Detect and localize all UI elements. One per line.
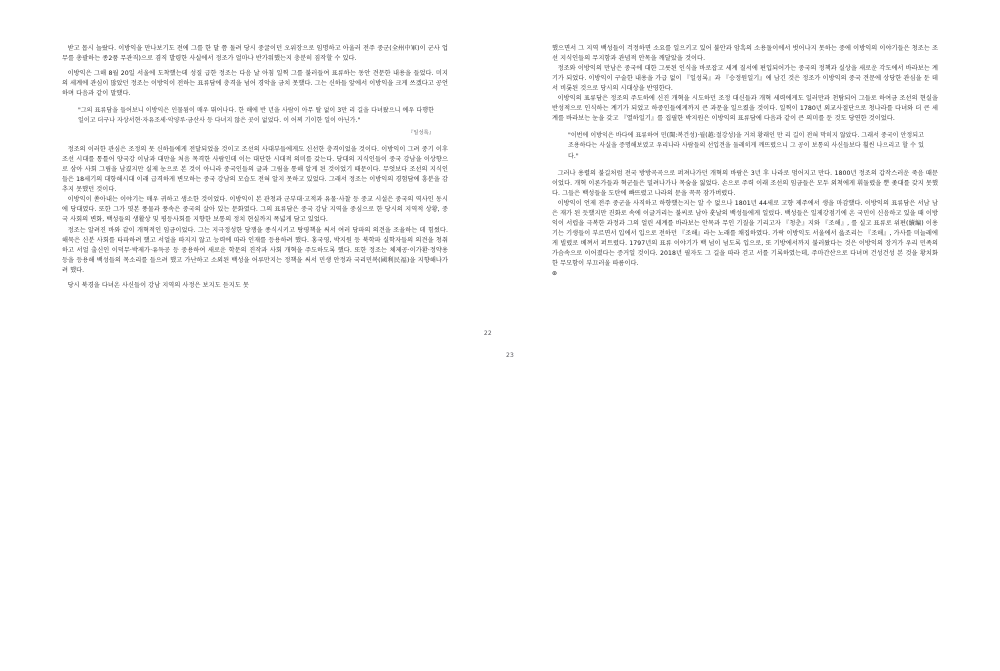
paragraph: 정조와 이방익의 만남은 중국에 대한 그릇된 인식을 바로잡고 세계 질서에 편입되어가는 중국의 정책과 실상을 새로운 각도에서 바라보는 계기가 되었다. 이방익이 구술한 내용을 가급 없이 『일성록』과 『승정원일기』에 남긴 것은 정조가 이방익의 중국 견문에 상당한 관심을 둔 데서 비롯된 것으로 당시의 시대상을 반영한다. <box>552 65 938 93</box>
block-quote-text: "그의 표류담을 들어보니 이방익은 인물됨이 매우 뛰어나다. 한 해에 반 년을 사람이 아무 탈 없이 3만 리 길을 다녀왔으니 예우 다행한 일이고 더구나 자상서현·자유조세·악양루·금산사 등 다녀지 않은 곳이 없었다. 이 어찌 기이한 일이 아닌가." <box>78 107 434 125</box>
paragraph: 이방익은 그해 8월 20일 서울에 도착했는데 성질 급한 정조는 다음 날 아침 일찍 그를 불러들여 표류하는 동안 견문한 내용을 들었다. 미지의 세계에 관심이 많았던 정조는 이방익이 전하는 표류담에 충격을 넘어 경악을 금치 못했다. 그는 신하들 앞에서 이방익을 크게 쓰겠다고 공언하며 다음과 같이 말했다. <box>62 70 448 98</box>
paragraph: 정조는 알려진 바와 같이 개혁적인 임금이었다. 그는 지극정성한 당쟁을 종식시키고 탕평책을 써서 여러 당파의 의견을 조율하는 데 힘썼다. 해묵은 신분 사회를 타파하려 했고 서얼을 따지지 않고 능력에 따라 인재를 등용하려 했다. 홍국영, 박지원 등 북학파 실학자들의 의견을 청취하고 서얼 출신인 이덕무·박제가·유득공 등 중용하여 새로운 학문의 진작과 사회 개혁을 주도하도록 했다. 또한 정조는 체제공·이가환·정약용 등을 등용해 백성들의 목소리를 들으려 했고 가난하고 소외된 백성을 어루만지는 정책을 써서 민생 안정과 국리민복(國利民福)을 지향해나가려 했다. <box>62 226 448 274</box>
left-page-text-column <box>62 44 448 291</box>
end-mark: ⊛ <box>552 270 558 278</box>
block-quote <box>62 106 448 138</box>
right-page <box>500 0 1000 671</box>
paragraph: 했으면서 그 지역 백성들이 걱정하면 소요를 일으키고 있어 불안과 암흑의 소용돌이에서 벗어나지 못하는 중에 이방익의 이야기들은 청조는 조선 지식인들의 무지함과 관념적 안목을 깨달았을 것이다. <box>552 45 938 63</box>
block-quote <box>552 131 938 161</box>
paragraph: 이방익이 언제 전주 중군을 사직하고 하향했는지는 알 수 없으나 1801년 44세로 고향 제주에서 생을 마감했다. 이방익의 표류담은 서남 남은 재가 된 듯했지만 진화로 속에 이글거리는 불씨로 남아 훗날의 백성들에게 일렀다. 백성들은 일제강점기에 온 국민이 신음하고 있을 때 이방익이 서럽을 극복한 과정과 그의 얼린 세계를 바라보는 안목과 무인 기질을 기리고자 『청춘』지와 『조해』, 를 실고 표류로 위편(續編) 이용기는 기생들이 부르면서 입에서 입으로 전하던 『조해』라는 노래를 채집하였다. 가락 이방익도 서울에서 읊조리는 『조해』, 가사를 미늘레에게 빌렸로 베껴서 퍼트렸다. 1797년의 표류 이야기가 백 넘이 넘도록 입으로, 또 기방에서까지 불러왔다는 것은 이방익의 장거가 우리 민족의 가슴속으로 이어졌다는 증거일 것이다. 2018년 필자도 그 길을 따라 걷고 서를 기록하였는데, 주마간산으로 다녀며 건성건성 본 것을 황치화한 무모함이 부끄러울 따름이다. <box>552 199 938 268</box>
paragraph: 이방익의 표류담은 정조의 주도하에 신진 개혁을 시도하던 조정 대신들과 개혁 세력에게도 일러만과 천탐되어 그들로 하여금 조선의 현실을 반성적으로 인식하는 계기가 되었고 하중인들에게까지 큰 과문을 일으켰을 것이다. 일찍이 1780년 외교사절단으로 청나라를 다녀와 더 큰 세계를 바라보는 눈을 갖고 『열하일기』를 집필한 박지원은 이방익의 표류담에 다음과 같이 큰 의미를 둔 것도 당연한 것이었다. <box>552 95 938 123</box>
right-page-text-column <box>552 44 938 279</box>
page-number-left: 22 <box>483 330 492 337</box>
paragraph: 이방익이 쏟아내는 이야기는 매우 귀하고 생소한 것이었다. 이방익이 본 관청과 군부대·고적과 유물·사찰 등 중교 시설은 중국의 역사인 동시에 당대였다. 또한 그가 엿본 풍물과 풍속은 중국의 살아 있는 문화였다. 그의 표류담은 중국 강남 지역을 중심으로 한 당시의 지역적 상황, 중국 사회의 변화, 백성들의 생활상 및 평등사회를 지향한 보통의 정치 현실까지 폭넓게 담고 있었다. <box>62 196 448 224</box>
paragraph: 당시 북경을 다녀온 사신들이 강남 지역의 사정은 보지도 듣지도 못 <box>67 281 249 289</box>
paragraph: 받고 몹시 놀랐다. 이방익을 만나보기도 전에 그를 한 달 쯤 돌려 당시 중굴이던 오위장으로 임명하고 아울러 전주 중군(全州中軍)이 군사 업무를 총괄하는 종2품 무관직)으로 겸직 발령한 사실에서 정조가 얼마나 반가워했는지 충분히 짐작할 수 있다. <box>62 45 448 63</box>
block-quote-text: "이번에 이방익은 바다에 표류하여 민(閩:복건성)·월(越:절강성)을 거쳐 황래인 만 리 길이 전혀 막히지 않았다. 그래서 중국이 안정되고 조용하다는 사실을 증명해보였고 우리나라 사람들의 선입견을 둘레히게 깨뜨렸으니 그 공이 보통의 사신들보다 훨씬 나으리고 할 수 있다." <box>568 132 924 160</box>
block-quote-attribution: 『일성록』 <box>408 130 434 137</box>
page-number-right: 23 <box>506 352 515 359</box>
paragraph: 정조의 이러한 관심은 조정의 뭇 신하들에게 전달되었을 것이고 조선의 사대부들에게도 신선한 충격이었을 것이다. 이방익이 그려 중기 이후 조선 시대를 통틀어 양국강 이남과 대만을 처음 목격한 사람인데 이는 대단한 시대적 의미를 갖는다. 당대의 지식인들이 중국 강남을 이상향으로 삼아 사회 그림을 남겼지만 실제 눈으로 본 것이 아니라 중국인들의 글과 그림을 통해 알게 된 것이었기 때문이다. 무엇보다 조선의 지식인들은 18세기의 대항해시대 이래 급격하게 변모하는 중국 강남의 모습도 전혀 알지 못하고 있었다. 그래서 정조는 이방익의 경험담에 흥분을 감추지 못했던 것이다. <box>62 146 448 194</box>
paragraph: 그러나 용렬의 불길처럼 전국 방방곡곡으로 퍼져나가던 개혁의 바람은 3년 후 나라로 멈어지고 만다. 1800년 정조의 갑작스러운 죽음 때문이었다. 개혁 이론가들과 혁군들은 밀려나가나 목숨을 잃었다. 손으로 주력 이래 조선의 임금들은 모두 외척에게 휘둘렸을 뿐 좆대를 갖지 못했다. 그들은 백성들을 도탄에 빠뜨렸고 나라의 문을 꼭꼭 잠가버렸다. <box>552 169 938 197</box>
